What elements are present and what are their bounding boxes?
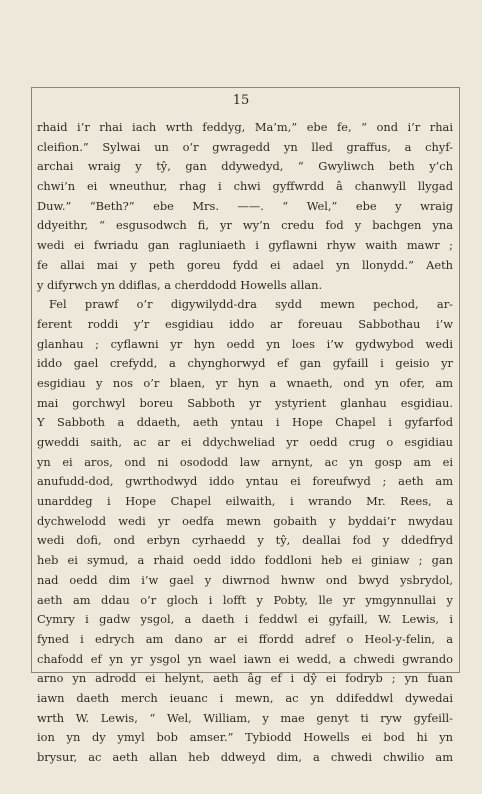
- text-line: rhaid i’r rhai iach wrth feddyg, Ma’m,” ebe fe, “ ond i’r rhai: [37, 120, 453, 134]
- text-line: wedi ei fwriadu gan ragluniaeth i gyflawni rhyw waith mawr ;: [37, 238, 453, 253]
- text-line: ion yn dy ymyl bob amser.” Tybiodd Howells ei bod hi yn: [37, 730, 453, 745]
- text-line: ddyeithr, “ esgusodwch fi, yr wy’n credu fod y bachgen yna: [37, 218, 453, 233]
- text-line: nad oedd dim i’w gael y diwrnod hwnw ond bwyd ysbrydol,: [37, 572, 453, 587]
- text-line: fe allai mai y peth goreu fydd ei adael yn llonydd.” Aeth: [37, 257, 453, 272]
- text-line: gweddi saith, ac ar ei ddychweliad yr oedd crug o esgidiau: [37, 435, 453, 449]
- text-line: cleifion.” Sylwai un o’r gwragedd yn lled graffus, a chyf-: [37, 139, 453, 154]
- text-line: wrth W. Lewis, “ Wel, William, y mae genyt ti ryw gyfeill-: [37, 710, 453, 725]
- text-line: Y Sabboth a ddaeth, aeth yntau i Hope Chapel i gyfarfod: [37, 415, 453, 430]
- body-text: [37, 118, 453, 768]
- text-line: brysur, ac aeth allan heb ddweyd dim, a chwedi chwilio am: [37, 750, 453, 764]
- text-line: dychwelodd wedi yr oedfa mewn gobaith y byddai’r nwydau: [37, 513, 453, 528]
- text-line: arno yn adrodd ei helynt, aeth âg ef i dŷ ei fodryb ; yn fuan: [37, 671, 453, 686]
- text-line: Fel prawf o’r digywilydd-dra sydd mewn pechod, ar-: [49, 297, 453, 312]
- text-line: wedi dofi, ond erbyn cyrhaedd y tŷ, deallai fod y ddedfryd: [37, 533, 453, 548]
- text-line: mai gorchwyl boreu Sabboth yr ystyrient glanhau esgidiau.: [37, 395, 453, 410]
- text-line: y difyrwch yn ddiflas, a cherddodd Howells allan.: [37, 277, 323, 292]
- page-number: 15: [232, 93, 250, 108]
- text-line: glanhau ; cyflawni yr hyn oedd yn loes i’w gydwybod wedi: [37, 336, 453, 351]
- text-line: iawn daeth merch ieuanc i mewn, ac yn ddifeddwl dywedai: [37, 690, 453, 705]
- text-line: yn ei aros, ond ni osododd law arnynt, ac yn gosp am ei: [37, 454, 453, 469]
- text-line: ferent roddi y’r esgidiau iddo ar foreuau Sabbothau i’w: [37, 316, 453, 331]
- text-line: aeth am ddau o’r gloch i lofft y Pobty, lle yr ymgynnullai y: [37, 592, 453, 607]
- text-line: unarddeg i Hope Chapel eilwaith, i wrando Mr. Rees, a: [37, 494, 453, 509]
- text-line: heb ei symud, a rhaid oedd iddo foddloni heb ei giniaw ; gan: [37, 553, 453, 568]
- text-line: esgidiau y nos o’r blaen, yr hyn a wnaeth, ond yn ofer, am: [37, 375, 453, 390]
- text-line: chwi’n ei wneuthur, rhag i chwi gyffwrdd â chanwyll llygad: [37, 179, 453, 194]
- text-line: Duw.” “Beth?” ebe Mrs. ——. “ Wel,” ebe y wraig: [37, 198, 453, 213]
- text-line: anufudd-dod, gwrthodwyd iddo yntau ei foreufwyd ; aeth am: [37, 474, 453, 489]
- text-line: chafodd ef yn yr ysgol yn wael iawn ei wedd, a chwedi gwrando: [37, 651, 453, 666]
- text-line: archai wraig y tŷ, gan ddywedyd, “ Gwyliwch beth y’ch: [37, 159, 453, 174]
- text-line: iddo gael crefydd, a chynghorwyd ef gan gyfaill i geisio yr: [37, 356, 453, 371]
- text-line: fyned i edrych am dano ar ei ffordd adref o Heol-y-felin, a: [37, 631, 453, 646]
- text-line: Cymry i gadw ysgol, a daeth i feddwl ei gyfaill, W. Lewis, i: [37, 612, 453, 627]
